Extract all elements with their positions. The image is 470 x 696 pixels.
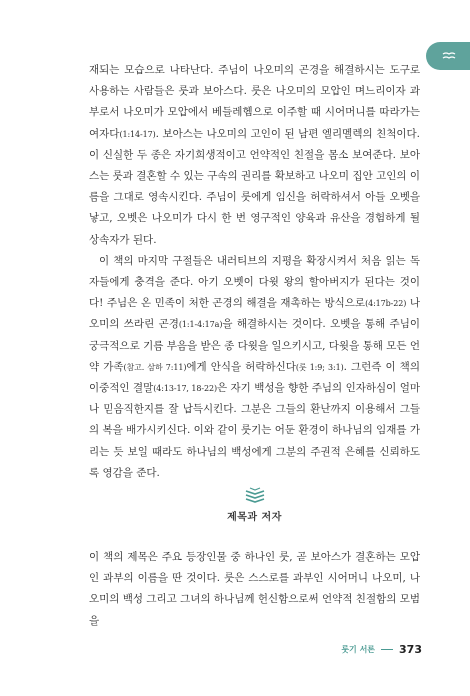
scripture-ref: (1:14-17) — [119, 129, 156, 139]
section-body — [89, 547, 420, 632]
section-paragraph: 이 책의 제목은 주요 등장인물 중 하나인 룻, 곧 보아스가 결혼하는 모압인 과부의 이름을 딴 것이다. 룻은 스스로를 과부인 시어머니 나오미, 나오미의 백성 그리고 그녀의 하나님께 헌신함으로써 언약적 친절함의 모범을 — [89, 551, 420, 627]
page-footer — [341, 643, 422, 656]
tab-mark-icon — [442, 50, 456, 62]
page-number: 373 — [399, 643, 422, 656]
paragraph-1: 재되는 모습으로 나타난다. 주님이 나오미의 곤경을 해결하시는 도구로 사용하는 사람들은 룻과 보아스다. 룻은 나오미의 모압인 며느리이자 과부로서 나오미가 모압에서 베들레헴으로 이주할 때 시어머니를 따라가는 여자다(1:14-17). 보아스는 나오미의 고인이 된 남편 엘리멜렉의 친척이다. 이 신실한 두 종은 자기희생적이고 언약적인 친절을 몸소 보여준다. 보아스는 룻과 결혼할 수 있는 구속의 권리를 확보하고 나오미 집안 고인의 이름을 그대로 영속시킨다. 주님이 룻에게 임신을 허락하셔서 아들 오벳을 낳고, 오벳은 나오미가 다시 한 번 영구적인 양육과 유산을 경험하게 될 상속자가 된다. — [89, 64, 420, 246]
chapter-edge-tab — [426, 42, 470, 70]
section-heading — [89, 486, 420, 523]
footer-divider — [381, 649, 393, 650]
running-footer-title: 룻기 서론 — [341, 645, 376, 654]
scripture-ref: (룻 1:9; 3:1) — [295, 362, 344, 372]
scripture-ref: (4:17b-22) — [365, 299, 407, 309]
scripture-ref: (참고. 삼하 7:11) — [123, 362, 187, 372]
open-book-icon — [244, 486, 266, 504]
section-title: 제목과 저자 — [227, 512, 282, 523]
scripture-ref: (4:13-17, 18-22) — [153, 384, 217, 394]
paragraph-2: 이 책의 마지막 구절들은 내러티브의 지평을 확장시켜서 처음 읽는 독자들에게 충격을 준다. 아기 오벳이 다윗 왕의 할아버지가 된다는 것이다! 주님은 온 민족이 처한 곤경의 해결을 재촉하는 방식으로(4:17b-22) 나오미의 쓰라린 곤경(1:1-4:17a)을 해결하시는 것이다. 오벳을 통해 주님이 궁극적으로 기름 부음을 받은 종 다윗을 일으키시고, 다윗을 통해 모든 언약 가족(참고. 삼하 7:11)에게 안식을 허락하신다(룻 1:9; 3:1). 그런즉 이 책의 이중적인 결말(4:13-17, 18-22)은 자기 백성을 향한 주님의 인자하심이 얼마나 믿음직한지를 잘 납득시킨다. 그분은 그들의 환난까지 이용해서 그들의 복을 배가시키신다. 이와 같이 룻기는 어둔 환경이 하나님의 임재를 가리는 듯 보일 때라도 하나님의 백성에게 그분의 주권적 은혜를 신뢰하도록 영감을 준다. — [89, 254, 420, 479]
scripture-ref: (1:1-4:17a) — [178, 320, 223, 330]
body-text — [89, 60, 420, 484]
